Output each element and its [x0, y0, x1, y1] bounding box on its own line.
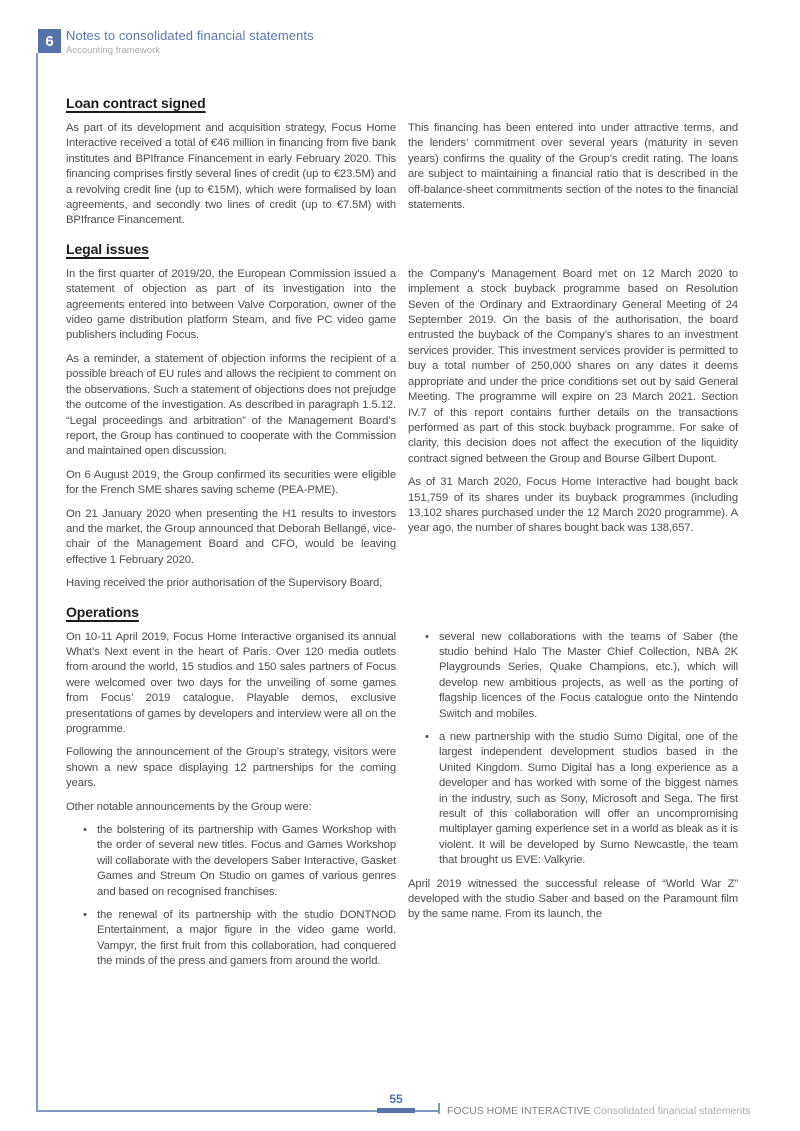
section-loan-contract: [66, 95, 738, 229]
two-column-layout: [66, 267, 738, 592]
right-column: [408, 121, 738, 229]
section-heading-loan: Loan contract signed: [66, 95, 206, 111]
right-column: [408, 267, 738, 592]
paragraph: On 6 August 2019, the Group confirmed its securities were eligible for the French SME shares saving scheme (PEA-PME).: [66, 468, 396, 497]
section-heading-legal: Legal issues: [66, 240, 149, 257]
footer-brand: FOCUS HOME INTERACTIVE: [447, 1105, 591, 1117]
footer-label: Consolidated financial statements: [593, 1105, 751, 1117]
paragraph: Following the announcement of the Group’s strategy, visitors were shown a new space displaying 12 partnerships for the coming years.: [66, 746, 396, 790]
chapter-number-badge: [38, 29, 61, 53]
paragraph: On 10-11 April 2019, Focus Home Interactive organised its annual What’s Next event in the heart of Paris. Over 120 media outlets from around the world, 15 studios and 150 sales partners of Focus were welcomed over two days for the unveiling of some games from Focus’ 2019 catalogue. Playable demos, exclusive presentations of games by developers and interview were all on the programme.: [66, 630, 396, 735]
two-column-layout: [66, 630, 738, 970]
right-column: [408, 630, 738, 970]
bullet-item: • a new partnership with the studio Sumo Digital, one of the largest independent development studios based in the United Kingdom. Sumo Digital has a long experience as a developer and has worked with some of the biggest names in the industry, such as Sony, Microsoft and Sega. The first result of this collaboration will offer an uncompromising multiplayer gaming experience set in a world as bleak as it is violent. It will be developed by Sumo Newcastle, the team that brought us EVE: Valkyrie.: [408, 730, 738, 869]
paragraph: In the first quarter of 2019/20, the European Commission issued a statement of objection as part of its investigation into the agreements entered into between Valve Corporation, owner of the video game distribution platform Steam, and five PC video game publishers including Focus.: [66, 267, 396, 342]
bullet-item: • the bolstering of its partnership with Games Workshop with the order of several new titles. Focus and Games Workshop will collaborate with the developers Saber Interactive, Gasket Games and Streum On Studio on games of various genres and based on recognised franchises.: [66, 823, 396, 900]
left-column: [66, 630, 396, 970]
paragraph: On 21 January 2020 when presenting the H1 results to investors and the market, the Group announced that Deborah Bellangé, vice-chair of the Management Board and CFO, would be leaving effective 1 February 2020.: [66, 507, 396, 566]
section-operations: [66, 604, 738, 970]
page-content: [66, 95, 738, 982]
paragraph: As part of its development and acquisition strategy, Focus Home Interactive received a total of €46 million in financing from five bank institutes and BPIfrance Financement in early February 2020. This financing comprises firstly several lines of credit (up to €23.5M) and a revolving credit line (up to €15M), which were formalised by loan agreements, and secondly two lines of credit (up to €7.5M) with BPIfrance Financement.: [66, 122, 396, 227]
chapter-number: 6: [45, 32, 54, 50]
page-header: [66, 28, 314, 56]
paragraph: the Company’s Management Board met on 12 March 2020 to implement a stock buyback programme based on Resolution Seven of the Ordinary and Extraordinary General Meeting of 24 September 2019. On the basis of the authorisation, the board entrusted the buyback of the Company’s shares to an investment services provider. This investment services provider is permitted to buy a total number of 250,000 shares on any dates it deems appropriate and under the price conditions set out by said General Meeting. The programme will expire on 23 March 2021. Section IV.7 of this report contains further details on the transactions performed as part of this stock buyback programme. For sake of clarity, this decision does not affect the execution of the liquidity contract signed between the Group and Bourse Gilbert Dupont.: [408, 267, 738, 465]
left-column: [66, 121, 396, 229]
page-number: 55: [389, 1092, 403, 1106]
left-border-line: [36, 53, 38, 1112]
two-column-layout: [66, 121, 738, 229]
paragraph: April 2019 witnessed the successful release of “World War Z” developed with the studio Saber and based on the Paramount film by the same name. From its launch, the: [408, 877, 738, 921]
paragraph: This financing has been entered into under attractive terms, and the lenders’ commitment over several years (maturity in seven years) confirms the quality of the Group’s credit rating. The loans are subject to maintaining a financial ratio that is described in the off-balance-sheet commitments section of the notes to the financial statements.: [408, 122, 738, 212]
header-title: Notes to consolidated financial statements: [66, 28, 314, 43]
header-subtitle: Accounting framework: [66, 45, 160, 56]
footer-page-marker-bar: [377, 1108, 415, 1113]
bullet-item: • several new collaborations with the teams of Saber (the studio behind Halo The Master Chief Collection, NBA 2K Playgrounds Series, Quake Champions, etc.), which will develop new ambitious projects, as well as the porting of flagship licences of the Focus catalogue onto the Nintendo Switch and mobiles.: [408, 630, 738, 722]
footer-text: [447, 1105, 750, 1117]
footer-end-tick: [438, 1103, 440, 1114]
section-heading-operations: Operations: [66, 603, 139, 620]
paragraph: Having received the prior authorisation of the Supervisory Board,: [66, 577, 383, 590]
left-column: [66, 267, 396, 592]
bullet-item: • the renewal of its partnership with the studio DONTNOD Entertainment, a major figure in the video game world. Vampyr, the first fruit from this collaboration, had conquered the minds of the press and gamers from around the world.: [66, 908, 396, 970]
paragraph: As a reminder, a statement of objection informs the recipient of a possible breach of EU rules and allows the recipient to comment on the observations. Such a statement of objections does not prejudge the outcome of the investigation. As described in paragraph 1.5.12. “Legal proceedings and arbitration” of the Management Board’s report, the Group has continued to cooperate with the Commission and maintained open discussion.: [66, 352, 396, 458]
section-legal-issues: [66, 241, 738, 592]
paragraph: Other notable announcements by the Group were:: [66, 800, 312, 813]
paragraph: As of 31 March 2020, Focus Home Interactive had bought back 151,759 of its shares under its buyback programmes (including 13,102 shares purchased under the 12 March 2020 programme). A year ago, the number of shares bought back was 138,657.: [408, 476, 738, 535]
